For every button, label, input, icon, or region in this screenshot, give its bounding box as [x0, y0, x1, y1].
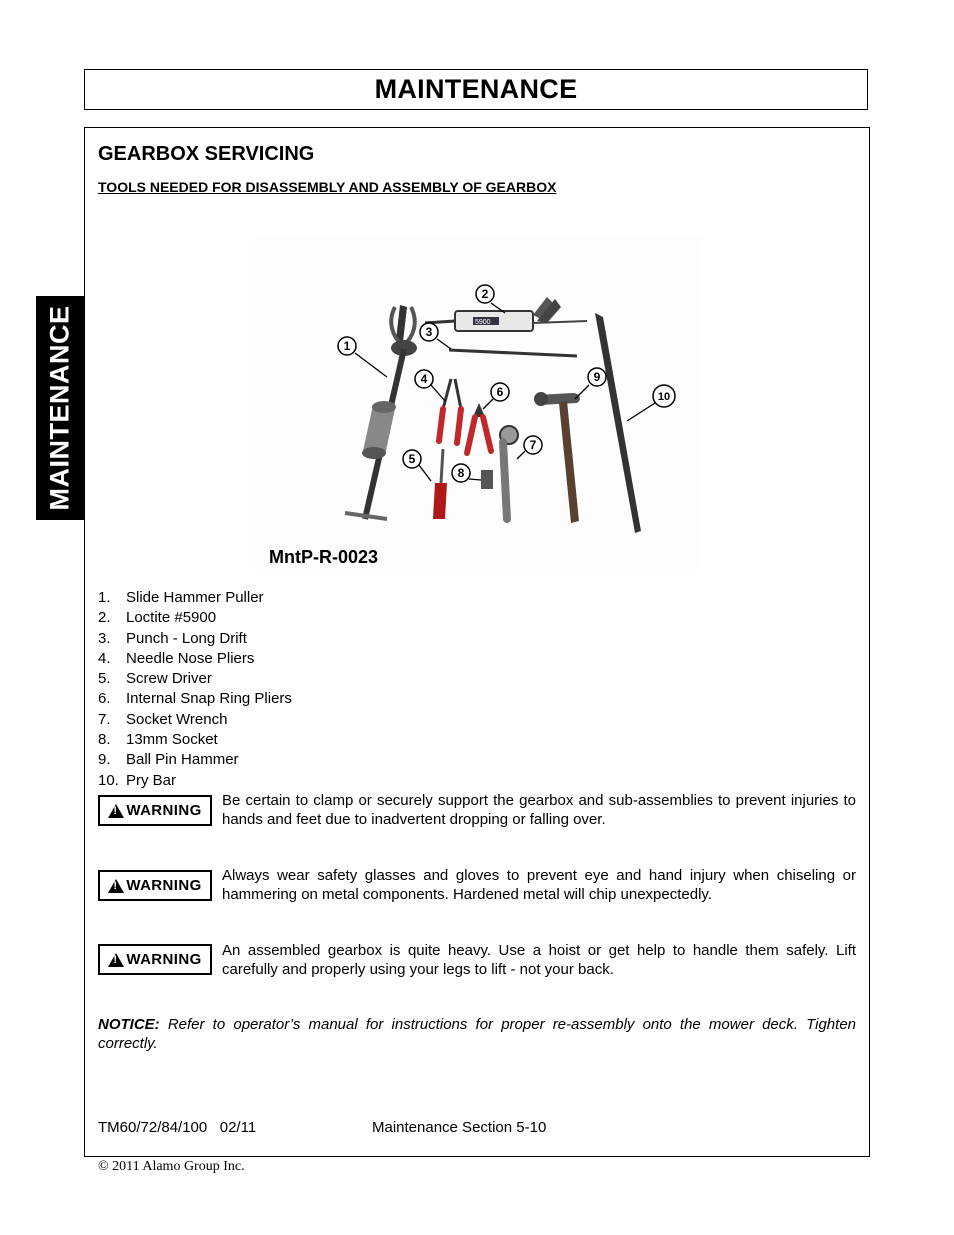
ball-pin-hammer-drawing — [534, 392, 580, 523]
loctite-gun-drawing — [425, 297, 587, 331]
punch-drift-drawing — [449, 350, 577, 356]
section-subtitle: TOOLS NEEDED FOR DISASSEMBLY AND ASSEMBLY OF GEARBOX — [98, 179, 557, 195]
list-item-number: 8. — [98, 731, 111, 749]
figure-label: MntP-R-0023 — [269, 547, 379, 567]
list-item-text: 13mm Socket — [126, 731, 218, 749]
list-item-number: 10. — [98, 771, 119, 789]
warning-badge-label: WARNING — [126, 951, 202, 968]
section-title: GEARBOX SERVICING — [98, 143, 315, 165]
warning-triangle-icon — [108, 953, 124, 967]
side-section-tab — [36, 296, 84, 520]
screw-driver-drawing — [433, 449, 447, 519]
list-item — [98, 751, 292, 771]
list-item — [98, 772, 292, 792]
list-item — [98, 690, 292, 710]
callout-10: 10 — [657, 391, 671, 403]
notice-text: Refer to operator’s manual for instructions for proper re-assembly onto the mower deck. Tighten correctly. — [98, 1016, 857, 1052]
list-item — [98, 711, 292, 731]
list-item-number: 2. — [98, 609, 111, 627]
list-item-text: Slide Hammer Puller — [126, 589, 264, 606]
list-item-text: Internal Snap Ring Pliers — [126, 690, 292, 708]
callout-7: 7 — [529, 438, 537, 452]
callout-2: 2 — [481, 287, 489, 301]
list-item — [98, 589, 292, 609]
footer-section: Maintenance Section 5-10 — [372, 1119, 547, 1136]
list-item — [98, 609, 292, 629]
callout-3: 3 — [425, 325, 433, 339]
warning-text: An assembled gearbox is quite heavy. Use a hoist or get help to handle them safely. Lift carefully and properly using your legs to lift - not your back. — [222, 942, 856, 978]
callout-1: 1 — [343, 339, 351, 353]
copyright: © 2011 Alamo Group Inc. — [98, 1159, 245, 1174]
list-item-number: 7. — [98, 710, 111, 728]
callout-6: 6 — [496, 385, 504, 399]
callout-8: 8 — [457, 466, 465, 480]
callout-5: 5 — [408, 452, 416, 466]
warning-badge — [98, 870, 212, 901]
list-item — [98, 650, 292, 670]
warning-triangle-icon — [108, 879, 124, 893]
list-item-number: 9. — [98, 751, 111, 769]
parts-list — [98, 589, 292, 792]
warning-badge — [98, 795, 212, 826]
notice-label: NOTICE: — [98, 1016, 160, 1033]
list-item — [98, 670, 292, 690]
tools-illustration — [255, 237, 701, 569]
notice-paragraph — [98, 1015, 856, 1053]
warning-badge-label: WARNING — [126, 877, 202, 894]
list-item — [98, 731, 292, 751]
callout-9: 9 — [593, 370, 601, 384]
warning-badge-label: WARNING — [126, 802, 202, 819]
list-item-text: Needle Nose Pliers — [126, 649, 255, 667]
needle-nose-pliers-drawing — [439, 379, 461, 443]
list-item — [98, 630, 292, 650]
warning-triangle-icon — [108, 804, 124, 818]
list-item-text: Loctite #5900 — [126, 609, 217, 627]
page-header — [84, 69, 868, 110]
list-item-number: 5. — [98, 670, 111, 688]
list-item-text: Screw Driver — [126, 670, 212, 688]
page-header-title: MAINTENANCE — [374, 74, 578, 104]
callout-4: 4 — [420, 372, 428, 386]
side-tab-label: MAINTENANCE — [44, 305, 75, 511]
warning-badge — [98, 944, 212, 975]
warning-text: Be certain to clamp or securely support the gearbox and sub-assemblies to prevent injuries to hands and feet due to inadvertent dropping or falling over. — [222, 792, 856, 828]
pry-bar-drawing — [595, 313, 641, 533]
list-item-number: 6. — [98, 690, 111, 708]
warning-text: Always wear safety glasses and gloves to prevent eye and hand injury when chiseling or hammering on metal components. Hardened metal will chip unexpectedly. — [222, 867, 856, 903]
list-item-number: 1. — [98, 589, 111, 606]
list-item-text: Punch - Long Drift — [126, 629, 247, 647]
list-item-text: Ball Pin Hammer — [126, 751, 239, 769]
list-item-number: 3. — [98, 629, 111, 647]
list-item-number: 4. — [98, 649, 111, 667]
list-item-text: Socket Wrench — [126, 710, 228, 728]
svg-text:5900: 5900 — [475, 319, 491, 326]
tools-figure — [255, 237, 701, 569]
footer-model: TM60/72/84/100 02/11 — [98, 1119, 257, 1136]
socket-wrench-drawing — [500, 426, 518, 519]
snap-ring-pliers-drawing — [467, 403, 491, 453]
list-item-text: Pry Bar — [126, 771, 177, 789]
socket-drawing — [481, 470, 493, 489]
slide-hammer-puller-drawing — [345, 305, 417, 519]
